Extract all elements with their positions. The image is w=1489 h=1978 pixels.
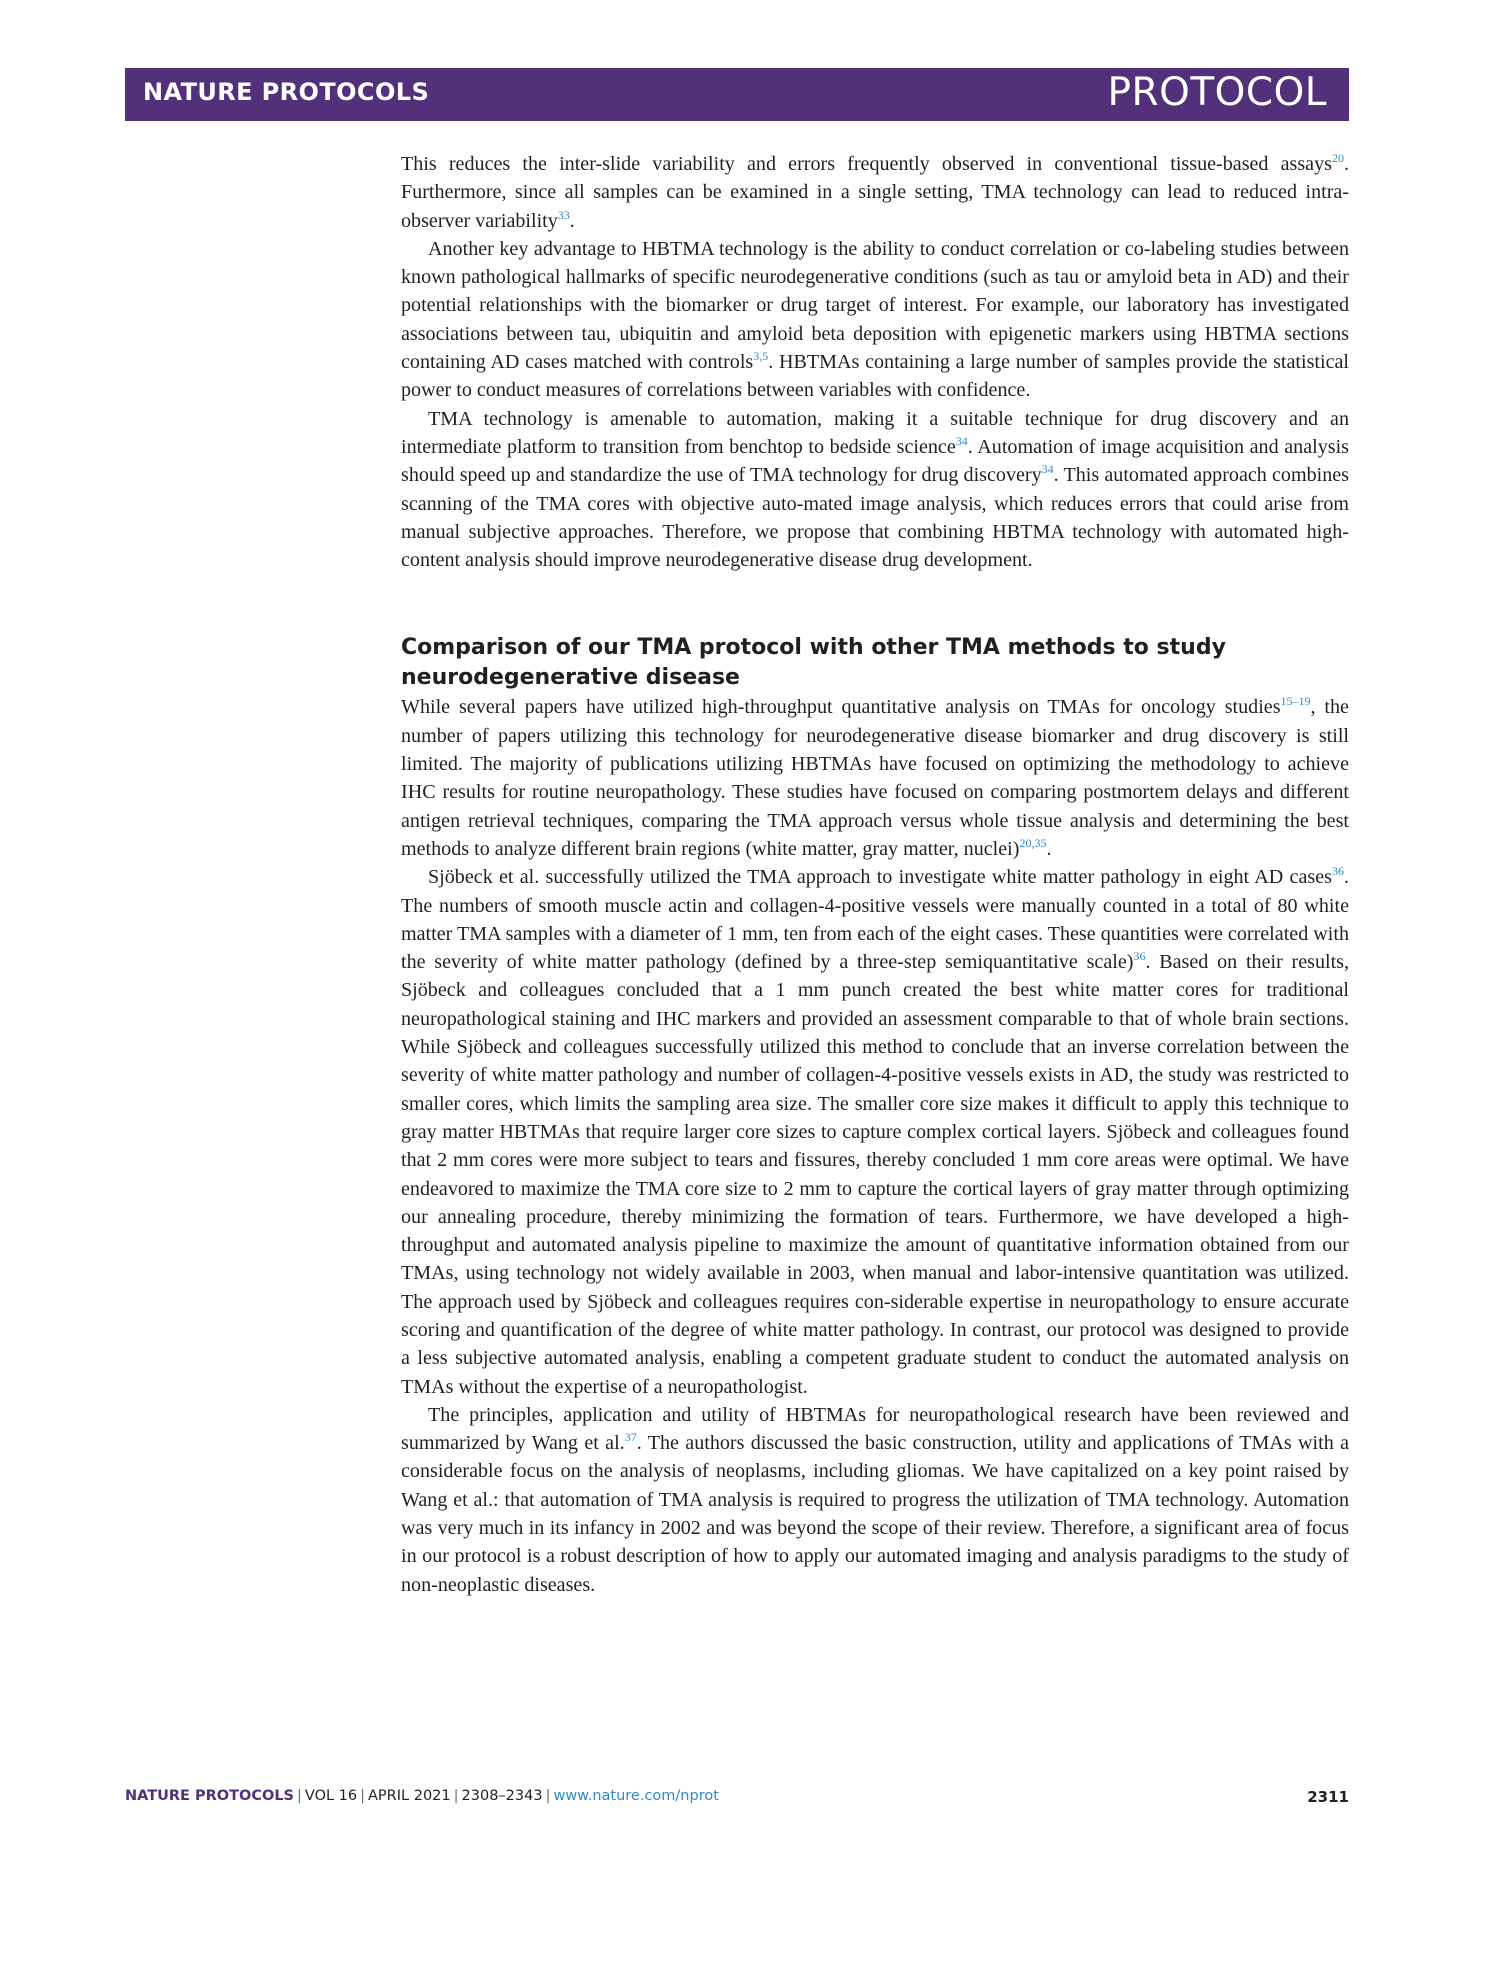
text-run: Comparison of our TMA protocol with other TMA methods to study neurodegenerative disease: [401, 635, 1226, 691]
section-heading: [401, 633, 1349, 693]
text-run: . This automated approach combines scanning of the TMA cores with objective auto-mated image analysis, which reduces errors that could arise from manual subjective approaches. Therefore, we propose that combining HBTMA technology with automated high-content analysis should improve neurodegenerative disease drug development.: [401, 464, 1349, 572]
citation-reference-link[interactable]: 34: [955, 433, 968, 448]
text-run: .: [1046, 837, 1052, 860]
body-paragraph: [401, 405, 1349, 575]
body-paragraph: [401, 235, 1349, 405]
journal-header-bar: [125, 68, 1349, 121]
citation-reference-link[interactable]: 36: [1331, 864, 1344, 879]
footer-url-link[interactable]: www.nature.com/nprot: [553, 1788, 719, 1804]
page-footer: [125, 1788, 1349, 1804]
footer-journal-name: NATURE PROTOCOLS: [125, 1788, 295, 1804]
body-paragraph: [401, 1401, 1349, 1599]
citation-reference-link[interactable]: 15–19: [1280, 694, 1311, 709]
journal-name: NATURE PROTOCOLS: [143, 78, 430, 106]
body-paragraph: [401, 150, 1349, 235]
page-number: 2311: [1307, 1788, 1349, 1806]
footer-separator: |: [297, 1788, 302, 1804]
footer-separator: |: [545, 1788, 551, 1804]
text-run: . The authors discussed the basic construction, utility and applications of TMAs with a considerable focus on the analysis of neoplasms, including gliomas. We have capitalized on a key point raised by Wang et al.: that automation of TMA analysis is required to progress the utilization of TMA technology. Automation was very much in its infancy in 2002 and was beyond the scope of their review. Therefore, a significant area of focus in our protocol is a robust description of how to apply our automated imaging and analysis paradigms to the study of non-neoplastic diseases.: [401, 1432, 1350, 1596]
footer-volume: VOL 16: [304, 1788, 358, 1804]
citation-reference-link[interactable]: 34: [1041, 462, 1054, 477]
body-paragraph: [401, 693, 1349, 863]
text-run: TMA technology is amenable to automation, making it a suitable technique for drug discovery and an intermediate platform to transition from benchtop to bedside science: [401, 407, 1349, 458]
text-run: Sjöbeck et al. successfully utilized the TMA approach to investigate white matter pathology in eight AD cases: [428, 866, 1332, 889]
text-run: , the number of papers utilizing this technology for neurodegenerative disease biomarker and drug discovery is still limited. The majority of publications utilizing HBTMAs have focused on optimizing the methodology to achieve IHC results for routine neuropathology. These studies have focused on comparing postmortem delays and different antigen retrieval techniques, comparing the TMA approach versus whole tissue analysis and determining the best methods to analyze different brain regions (white matter, gray matter, nuclei): [401, 696, 1349, 860]
citation-reference-link[interactable]: 3,5: [753, 349, 769, 364]
text-run: . Furthermore, since all samples can be examined in a single setting, TMA technology can lead to reduced intra-observer variability: [401, 153, 1349, 232]
text-run: . Based on their results, Sjöbeck and colleagues concluded that a 1 mm punch created the best white matter cores for traditional neuropathological staining and IHC markers and provided an assessment comparable to that of whole brain sections. While Sjöbeck and colleagues successfully utilized this method to conclude that an inverse correlation between the severity of white matter pathology and number of collagen-4-positive vessels exists in AD, the study was restricted to smaller cores, which limits the sampling area size. The smaller core size makes it difficult to apply this technique to gray matter HBTMAs that require larger core sizes to capture complex cortical layers. Sjöbeck and colleagues found that 2 mm cores were more subject to tears and fissures, thereby concluded 1 mm core areas were optimal. We have endeavored to maximize the TMA core size to 2 mm to capture the cortical layers of gray matter through optimizing our annealing procedure, thereby minimizing the formation of tears. Furthermore, we have developed a high-throughput and automated analysis pipeline to maximize the amount of quantitative information obtained from our TMAs, using technology not widely available in 2003, when manual and labor-intensive quantitation was utilized. The approach used by Sjöbeck and colleagues requires con-siderable expertise in neuropathology to ensure accurate scoring and quantification of the degree of white matter pathology. In contrast, our protocol was designed to provide a less subjective automated analysis, enabling a competent graduate student to conduct the automated analysis on TMAs without the expertise of a neuropathologist.: [401, 951, 1350, 1398]
text-run: . HBTMAs containing a large number of samples provide the statistical power to conduct measures of correlations between variables with confidence.: [401, 351, 1350, 402]
text-run: . Automation of image acquisition and analysis should speed up and standardize the use of TMA technology for drug discovery: [401, 435, 1349, 487]
text-run: Another key advantage to HBTMA technology is the ability to conduct correlation or co-labeling studies between known pathological hallmarks of specific neurodegenerative conditions (such as tau or amyloid beta in AD) and their potential relationships with the biomarker or drug target of interest. For example, our laboratory has investigated associations between tau, ubiquitin and amyloid beta deposition with epigenetic markers using HBTMA sections containing AD cases matched with controls: [401, 237, 1349, 374]
citation-reference-link[interactable]: 20: [1331, 151, 1344, 165]
footer-separator: |: [453, 1788, 459, 1804]
text-run: While several papers have utilized high-throughput quantitative analysis on TMAs for oncology studies: [401, 696, 1281, 719]
citation-reference-link[interactable]: 20,35: [1019, 835, 1047, 850]
citation-reference-link[interactable]: 36: [1133, 949, 1146, 964]
article-type-label: PROTOCOL: [1107, 70, 1327, 115]
text-run: The principles, application and utility of HBTMAs for neuropathological research have been reviewed and summarized by Wang et al.: [401, 1403, 1349, 1455]
text-run: This reduces the inter-slide variability and errors frequently observed in conventional tissue-based assays: [401, 153, 1332, 175]
body-paragraph: [401, 863, 1349, 1401]
citation-reference-link[interactable]: 37: [624, 1430, 637, 1445]
footer-date: APRIL 2021: [368, 1788, 451, 1804]
article-body: [401, 150, 1349, 1599]
footer-separator: |: [360, 1788, 366, 1804]
text-run: . The numbers of smooth muscle actin and collagen-4-positive vessels were manually counted in a total of 80 white matter TMA samples with a diameter of 1 mm, ten from each of the eight cases. These quantities were correlated with the severity of white matter pathology (defined by a three-step semiquantitative scale): [401, 866, 1349, 974]
text-run: .: [569, 209, 575, 232]
footer-pages: 2308–2343: [461, 1788, 543, 1804]
citation-reference-link[interactable]: 33: [557, 207, 570, 222]
